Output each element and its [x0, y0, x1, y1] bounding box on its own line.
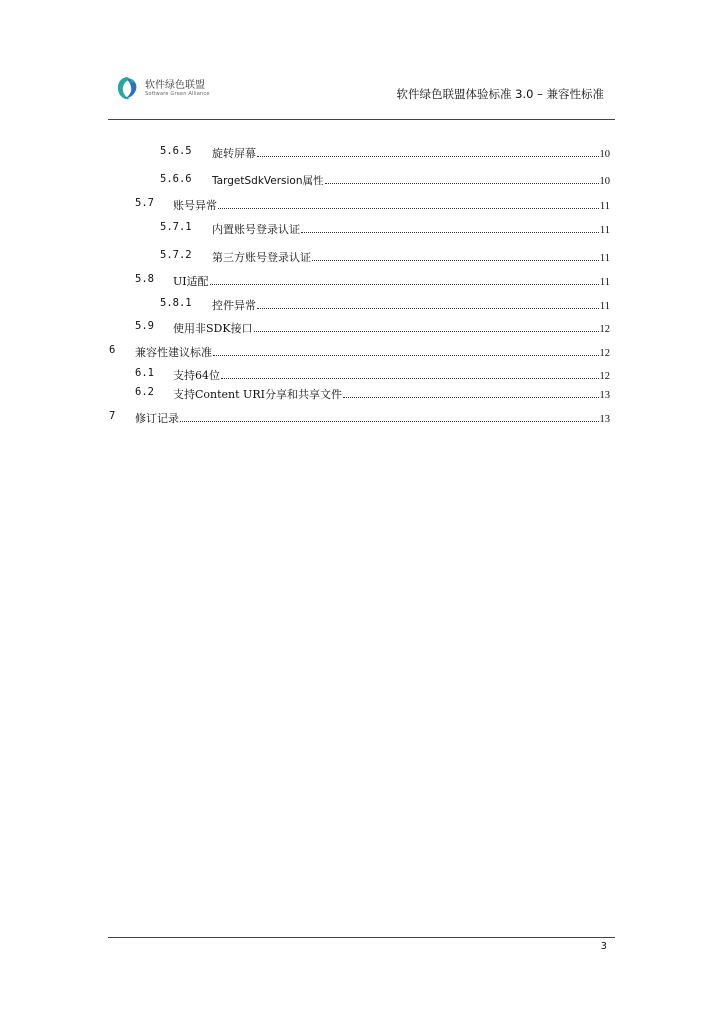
header-divider [108, 119, 615, 120]
toc-entry-title: 支持64位 [173, 369, 220, 382]
toc-entry-page: 11 [599, 301, 610, 312]
toc-entry-line [173, 367, 610, 383]
toc-entry-line [173, 386, 610, 402]
toc-entry-line [212, 173, 610, 188]
toc-dot-leader [257, 307, 599, 309]
toc-entry-title: 使用非SDK接口 [173, 322, 253, 335]
toc-entry[interactable] [0, 320, 724, 334]
toc-entry-line [212, 249, 610, 265]
toc-entry-line [173, 273, 610, 289]
toc-entry-page: 13 [599, 414, 610, 425]
toc-entry-number: 5.6.6 [160, 173, 192, 185]
toc-dot-leader [221, 377, 599, 379]
toc-entry-page: 10 [599, 176, 610, 187]
toc-entry-title: 修订记录 [135, 412, 179, 425]
toc-entry-title: 第三方账号登录认证 [212, 251, 311, 264]
toc-dot-leader [312, 259, 599, 261]
toc-entry-number: 5.6.5 [160, 145, 192, 157]
toc-entry-line [212, 297, 610, 313]
toc-entry-number: 5.8.1 [160, 297, 192, 309]
toc-entry-number: 5.7 [135, 197, 154, 209]
logo [113, 74, 223, 104]
toc-entry-number: 6.2 [135, 386, 154, 398]
toc-entry[interactable] [0, 197, 724, 211]
bird-logo-icon [113, 74, 141, 102]
toc-entry-number: 7 [109, 410, 116, 422]
toc-entry-number: 5.7.1 [160, 221, 192, 233]
toc-entry-page: 12 [599, 371, 610, 382]
toc-dot-leader [301, 231, 599, 233]
toc-entry-title: 内置账号登录认证 [212, 223, 300, 236]
toc-entry[interactable] [0, 273, 724, 287]
toc-dot-leader [218, 207, 599, 209]
toc-entry-page: 11 [599, 277, 610, 288]
toc-entry-page: 10 [599, 149, 610, 160]
toc-entry[interactable] [0, 173, 724, 187]
toc-entry-title: 旋转屏幕 [212, 147, 256, 160]
toc-entry-line [135, 344, 610, 360]
toc-entry[interactable] [0, 410, 724, 424]
toc-entry-page: 11 [599, 201, 610, 212]
toc-entry-title: 兼容性建议标准 [135, 346, 212, 359]
toc-entry-page: 12 [599, 324, 610, 335]
toc-entry-number: 5.8 [135, 273, 154, 285]
toc-dot-leader [210, 283, 599, 285]
toc-entry-page: 11 [599, 253, 610, 264]
toc-dot-leader [325, 182, 599, 184]
page-number: 3 [600, 941, 607, 952]
footer-divider [108, 937, 615, 938]
toc-entry-page: 11 [599, 225, 610, 236]
toc-entry-title: 控件异常 [212, 299, 256, 312]
toc-entry-title: TargetSdkVersion属性 [212, 175, 324, 187]
toc-entry-title: 支持Content URI分享和共享文件 [173, 388, 342, 401]
toc-dot-leader [213, 354, 599, 356]
logo-text-cn: 软件绿色联盟 [145, 80, 205, 91]
toc-dot-leader [254, 330, 599, 332]
logo-text-en: Software Green Alliance [145, 91, 210, 97]
toc-entry-line [173, 320, 610, 336]
toc-entry-page: 12 [599, 348, 610, 359]
page-header-title: 软件绿色联盟体验标准 3.0 – 兼容性标准 [396, 87, 604, 101]
toc-entry[interactable] [0, 297, 724, 311]
toc-dot-leader [343, 396, 599, 398]
toc-dot-leader [257, 155, 599, 157]
toc-entry-line [135, 410, 610, 426]
toc-entry-line [212, 145, 610, 161]
toc-entry[interactable] [0, 386, 724, 400]
toc-entry[interactable] [0, 344, 724, 358]
toc-entry[interactable] [0, 367, 724, 381]
toc-entry-number: 5.7.2 [160, 249, 192, 261]
toc-entry-number: 5.9 [135, 320, 154, 332]
toc-entry-title: UI适配 [173, 275, 209, 288]
toc-entry-line [212, 221, 610, 237]
toc-dot-leader [180, 420, 599, 422]
toc-entry[interactable] [0, 249, 724, 263]
toc-entry-title: 账号异常 [173, 199, 217, 212]
toc-entry[interactable] [0, 221, 724, 235]
toc-entry-number: 6 [109, 344, 116, 356]
toc-entry-line [173, 197, 610, 213]
toc-entry-page: 13 [599, 390, 610, 401]
toc-entry-number: 6.1 [135, 367, 154, 379]
toc-entry[interactable] [0, 145, 724, 159]
